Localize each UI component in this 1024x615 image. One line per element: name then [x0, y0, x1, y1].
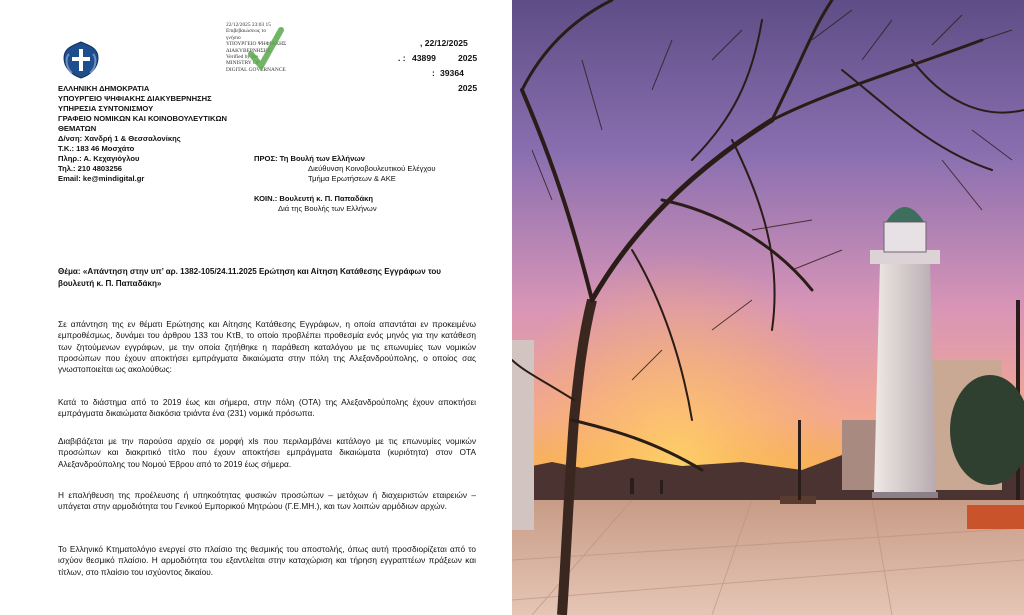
protocol-2-number: 39364: [440, 68, 464, 78]
sender-line: ΘΕΜΑΤΩΝ: [58, 124, 97, 133]
protocol-1-year: 2025: [458, 53, 478, 63]
lighthouse: [870, 207, 940, 498]
sender-line: ΓΡΑΦΕΙΟ ΝΟΜΙΚΩΝ ΚΑΙ ΚΟΙΝΟΒΟΥΛΕΥΤΙΚΩΝ: [58, 114, 228, 123]
body-paragraph: Διαβιβάζεται με την παρούσα αρχείο σε μορφή xls που περιλαμβάνει κατάλογο με τις επωνυμίες νομικών προσώπων και διακριτικό τίτλο που έχουν αποκτήσει εμπράγματα δικαιώματα (κυριότητα) στον ΟΤΑ Αλεξανδρούπολης του Νομού Έβρου από το 2019 έως σήμερα.: [58, 436, 476, 469]
recipient-to-line: Τμήμα Ερωτήσεων & ΑΚΕ: [308, 174, 396, 183]
protocol-2-year: 2025: [458, 83, 478, 93]
lighthouse-sunset-photo: [512, 0, 1024, 615]
sender-line: ΥΠΗΡΕΣΙΑ ΣΥΝΤΟΝΙΣΜΟΥ: [58, 104, 154, 113]
sender-phone: Τηλ.: 210 4803256: [58, 164, 123, 173]
subject: [58, 266, 441, 290]
recipient-to: ΠΡΟΣ: Τη Βουλή των Ελλήνων: [254, 154, 365, 163]
recipient-block: [254, 154, 436, 214]
recipient-to-line: Διεύθυνση Κοινοβουλευτικού Ελέγχου: [308, 164, 436, 173]
checkmark-icon: [248, 26, 284, 72]
body-paragraph: Κατά το διάστημα από το 2019 έως και σήμερα, στην πόλη (ΟΤΑ) της Αλεξανδρούπολης έχουν αποκτήσει εμπράγματα δικαιώματα διακόσια τριάντα ένα (231) νομικά πρόσωπα.: [58, 397, 476, 419]
sender-postcode: Τ.Κ.: 183 46 Μοσχάτο: [58, 144, 135, 153]
protocol-2-label: :: [432, 68, 435, 78]
document-date: , 22/12/2025: [420, 38, 468, 48]
stamp-line: MINISTRY OF: [226, 60, 260, 67]
body-paragraph: Η επαλήθευση της προέλευσης ή υπηκοότητας φυσικών προσώπων – μετόχων ή διαχειριστών εταιρειών – υπάγεται στην αρμοδιότητα του Γενικού Εμπορικού Μητρώου (Γ.Ε.ΜΗ.), και των λοιπών αρμόδιων αρχών.: [58, 490, 476, 512]
subject-line: Θέμα: «Απάντηση στην υπ’ αρ. 1382-105/24.11.2025 Ερώτηση και Αίτηση Κατάθεσης Εγγράφων του: [58, 267, 441, 276]
recipient-cc: ΚΟΙΝ.: Βουλευτή κ. Π. Παπαδάκη: [254, 194, 374, 203]
protocol-1-label: . :: [398, 53, 406, 63]
body-paragraph: Το Ελληνικό Κτηματολόγιο ενεργεί στο πλαίσιο της θεσμικής του αποστολής, όπως αυτή προσδιορίζεται από το ισχύον θεσμικό πλαίσιο. Η αρμοδιότητα του εξαντλείται στην καταχώριση και τήρηση εγγραπτέων πράξεων και τίτλων, στο πλαίσιο του ισχύοντος δικαίου.: [58, 544, 476, 577]
sender-line: ΥΠΟΥΡΓΕΙΟ ΨΗΦΙΑΚΗΣ ΔΙΑΚΥΒΕΡΝΗΣΗΣ: [58, 94, 212, 103]
stamp-line: ΔΙΑΚΥΒΕΡΝΗΣΗΣ: [226, 47, 271, 54]
sender-contact: Πληρ.: Α. Κεχαγιόγλου: [58, 154, 140, 163]
sender-block: [58, 84, 227, 184]
sender-email: Email: ke@mindigital.gr: [58, 174, 145, 183]
stamp-line: ΥΠΟΥΡΓΕΙΟ ΨΗΦΙΑΚΗΣ: [226, 41, 287, 48]
recipient-cc-line: Διά της Βουλής των Ελλήνων: [278, 204, 377, 213]
stamp-line: Επιβεβαιώσεως το: [226, 28, 267, 35]
stamp-line: DIGITAL GOVERNANCE: [226, 66, 286, 73]
greek-coat-of-arms-icon: [60, 40, 102, 80]
protocol-1-number: 43899: [412, 53, 436, 63]
photo-illustration: [512, 0, 1024, 615]
stamp-line: Verified by the: [226, 54, 259, 61]
sender-line: ΕΛΛΗΝΙΚΗ ΔΗΜΟΚΡΑΤΙΑ: [58, 84, 150, 93]
sender-address: Δ/νση: Χανδρή 1 & Θεσσαλονίκης: [58, 134, 181, 143]
body-paragraph: Σε απάντηση της εν θέματι Ερώτησης και Αίτησης Κατάθεσης Εγγράφων, η οποία απαντάται εν προκειμένω εμπροθέσμως, δυνάμει του άρθρου 133 του ΚτΒ, το οποίο προβλέπει προθεσμία ενός μηνός για την κατάθεση των ζητούμενων εγγράφων, με την οποία ζητήθηκε η παράθεση καταλόγου με τις επωνυμίες των νομικών προσώπων που έχουν αποκτήσει εμπράγματα δικαιώματα στην πόλη της Αλεξανδρούπολης, ο οποίος σας γνωστοποιείται ως ακολούθως:: [58, 319, 476, 375]
stamp-line: γνήσιο: [226, 34, 241, 41]
stamp-timestamp: 22/12/2025 23:03 15: [226, 22, 271, 28]
subject-line: βουλευτή κ. Π. Παπαδάκη»: [58, 279, 162, 288]
